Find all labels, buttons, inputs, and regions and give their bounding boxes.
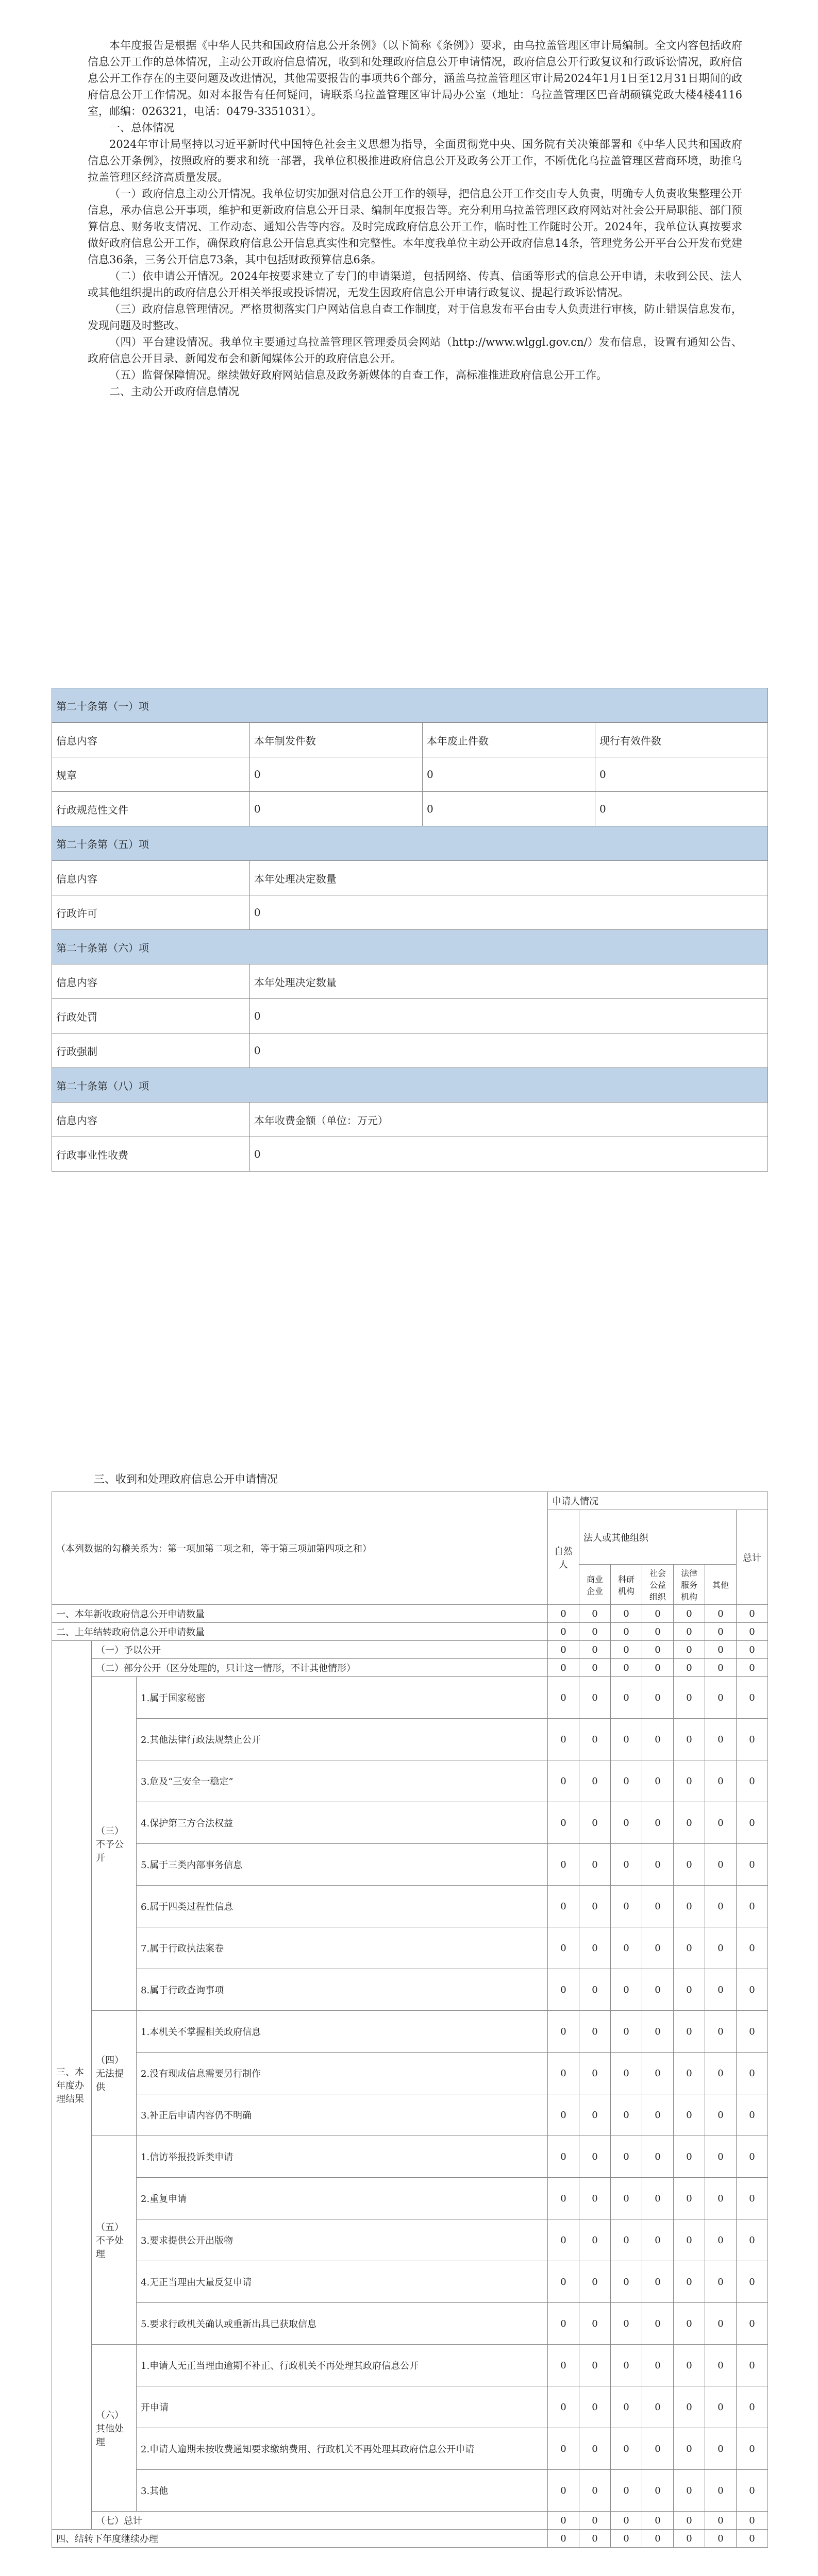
count-cell: 0 xyxy=(674,2428,705,2470)
row-subgroup-label: （三）不予公开 xyxy=(92,1677,137,2011)
count-cell: 0 xyxy=(548,2428,579,2470)
count-cell: 0 xyxy=(737,1927,768,1969)
column-header: 信息内容 xyxy=(52,964,250,999)
count-cell: 0 xyxy=(705,2053,737,2094)
count-cell: 0 xyxy=(548,2512,579,2530)
count-cell: 0 xyxy=(737,2512,768,2530)
applications-table xyxy=(52,1492,768,2548)
count-cell: 0 xyxy=(705,1802,737,1844)
count-cell: 0 xyxy=(705,2261,737,2303)
count-cell: 0 xyxy=(674,1719,705,1760)
row-subgroup-label: （四）无法提供 xyxy=(92,2011,137,2136)
count-cell: 0 xyxy=(737,2386,768,2428)
count-cell: 0 xyxy=(642,2011,674,2053)
count-cell: 0 xyxy=(642,2261,674,2303)
count-cell: 0 xyxy=(611,2094,642,2136)
count-cell: 0 xyxy=(642,2470,674,2512)
count-cell: 0 xyxy=(674,1641,705,1659)
column-header: 本年处理决定数量 xyxy=(249,964,767,999)
count-cell: 0 xyxy=(674,2303,705,2345)
count-cell: 0 xyxy=(674,1802,705,1844)
count-cell: 0 xyxy=(705,2512,737,2530)
count-cell: 0 xyxy=(579,2011,611,2053)
count-cell: 0 xyxy=(548,2303,579,2345)
table-section-header: 第二十条第（一）项 xyxy=(52,688,768,723)
count-cell: 0 xyxy=(705,2303,737,2345)
count-cell: 0 xyxy=(548,2053,579,2094)
table-cell: 行政强制 xyxy=(52,1033,250,1068)
count-cell: 0 xyxy=(548,2178,579,2219)
count-cell: 0 xyxy=(642,2512,674,2530)
table-cell: 0 xyxy=(595,792,767,826)
column-header: 科研机构 xyxy=(611,1565,642,1605)
count-cell: 0 xyxy=(642,1719,674,1760)
count-cell: 0 xyxy=(579,1659,611,1677)
count-cell: 0 xyxy=(548,2386,579,2428)
row-group-label: 三、本年度办理结果 xyxy=(52,1641,92,2530)
count-cell: 0 xyxy=(548,2261,579,2303)
row-label: 2.申请人逾期未按收费通知要求缴纳费用、行政机关不再处理其政府信息公开申请 xyxy=(137,2428,548,2470)
count-cell: 0 xyxy=(642,2345,674,2386)
count-cell: 0 xyxy=(705,1844,737,1886)
column-header: 商业企业 xyxy=(579,1565,611,1605)
column-header: 现行有效件数 xyxy=(595,723,767,757)
count-cell: 0 xyxy=(642,2219,674,2261)
count-cell: 0 xyxy=(674,2094,705,2136)
row-subgroup-label: （六）其他处理 xyxy=(92,2345,137,2512)
column-header: 本年制发件数 xyxy=(249,723,422,757)
count-cell: 0 xyxy=(737,2428,768,2470)
column-header: 本年收费金额（单位：万元） xyxy=(249,1103,767,1137)
table-section-header: 第二十条第（八）项 xyxy=(52,1068,768,1103)
count-cell: 0 xyxy=(548,1844,579,1886)
count-cell: 0 xyxy=(705,2094,737,2136)
row-label: 3.其他 xyxy=(137,2470,548,2512)
row-label: 1.申请人无正当理由逾期不补正、行政机关不再处理其政府信息公开 xyxy=(137,2345,548,2386)
count-cell: 0 xyxy=(611,1969,642,2011)
table-cell: 0 xyxy=(249,1033,767,1068)
count-cell: 0 xyxy=(548,1623,579,1641)
count-cell: 0 xyxy=(674,1677,705,1719)
count-cell: 0 xyxy=(705,1886,737,1927)
active-disclosure-table xyxy=(52,688,768,1172)
count-cell: 0 xyxy=(579,2136,611,2178)
count-cell: 0 xyxy=(579,1844,611,1886)
count-cell: 0 xyxy=(737,2470,768,2512)
count-cell: 0 xyxy=(579,1677,611,1719)
count-cell: 0 xyxy=(611,1659,642,1677)
count-cell: 0 xyxy=(737,1886,768,1927)
table-cell: 0 xyxy=(422,792,595,826)
count-cell: 0 xyxy=(705,1677,737,1719)
count-cell: 0 xyxy=(705,2530,737,2548)
count-cell: 0 xyxy=(611,1760,642,1802)
count-cell: 0 xyxy=(611,2345,642,2386)
count-cell: 0 xyxy=(611,1641,642,1659)
row-label: 1.本机关不掌握相关政府信息 xyxy=(137,2011,548,2053)
count-cell: 0 xyxy=(674,2053,705,2094)
count-cell: 0 xyxy=(737,1719,768,1760)
count-cell: 0 xyxy=(705,1605,737,1623)
row-label: 3.要求提供公开出版物 xyxy=(137,2219,548,2261)
count-cell: 0 xyxy=(642,1969,674,2011)
count-cell: 0 xyxy=(674,1886,705,1927)
count-cell: 0 xyxy=(705,1659,737,1677)
count-cell: 0 xyxy=(737,2261,768,2303)
column-header: 信息内容 xyxy=(52,723,250,757)
row-label: （二）部分公开（区分处理的，只计这一情形，不计其他情形） xyxy=(92,1659,548,1677)
count-cell: 0 xyxy=(705,1641,737,1659)
natural-person-header: 自然人 xyxy=(548,1510,579,1605)
count-cell: 0 xyxy=(611,2219,642,2261)
count-cell: 0 xyxy=(548,2011,579,2053)
count-cell: 0 xyxy=(611,2178,642,2219)
table-cell: 行政规范性文件 xyxy=(52,792,250,826)
count-cell: 0 xyxy=(579,2219,611,2261)
count-cell: 0 xyxy=(642,2386,674,2428)
count-cell: 0 xyxy=(642,2178,674,2219)
count-cell: 0 xyxy=(737,2219,768,2261)
column-header: 本年处理决定数量 xyxy=(249,861,767,895)
row-subgroup-label: （五）不予处理 xyxy=(92,2136,137,2345)
count-cell: 0 xyxy=(642,1927,674,1969)
count-cell: 0 xyxy=(611,2470,642,2512)
count-cell: 0 xyxy=(548,1802,579,1844)
row-label: 4.保护第三方合法权益 xyxy=(137,1802,548,1844)
table-cell: 行政处罚 xyxy=(52,999,250,1033)
count-cell: 0 xyxy=(548,1659,579,1677)
count-cell: 0 xyxy=(548,2470,579,2512)
count-cell: 0 xyxy=(737,1969,768,2011)
row-label: 8.属于行政查询事项 xyxy=(137,1969,548,2011)
count-cell: 0 xyxy=(642,2053,674,2094)
count-cell: 0 xyxy=(674,2261,705,2303)
count-cell: 0 xyxy=(579,1719,611,1760)
count-cell: 0 xyxy=(579,1969,611,2011)
overview-item-5: （五）监督保障情况。继续做好政府网站信息及政务新媒体的自查工作，高标准推进政府信息公开工作。 xyxy=(109,369,607,381)
row-label: 2.其他法律行政法规禁止公开 xyxy=(137,1719,548,1760)
count-cell: 0 xyxy=(674,2219,705,2261)
count-cell: 0 xyxy=(611,2512,642,2530)
count-cell: 0 xyxy=(705,2386,737,2428)
table-section-header: 第二十条第（六）项 xyxy=(52,930,768,964)
count-cell: 0 xyxy=(579,1623,611,1641)
table-section-header: 第二十条第（五）项 xyxy=(52,826,768,861)
count-cell: 0 xyxy=(579,2345,611,2386)
table-cell: 0 xyxy=(595,757,767,792)
count-cell: 0 xyxy=(674,2386,705,2428)
count-cell: 0 xyxy=(674,1927,705,1969)
count-cell: 0 xyxy=(674,2512,705,2530)
applications-table-body xyxy=(52,1605,768,2548)
count-cell: 0 xyxy=(548,1719,579,1760)
table-cell: 0 xyxy=(249,895,767,930)
count-cell: 0 xyxy=(611,1605,642,1623)
count-cell: 0 xyxy=(579,2428,611,2470)
count-cell: 0 xyxy=(611,1623,642,1641)
count-cell: 0 xyxy=(548,1927,579,1969)
row-label: 1.信访举报投诉类申请 xyxy=(137,2136,548,2178)
count-cell: 0 xyxy=(611,2303,642,2345)
table-cell: 行政事业性收费 xyxy=(52,1137,250,1172)
count-cell: 0 xyxy=(579,2053,611,2094)
count-cell: 0 xyxy=(737,1641,768,1659)
count-cell: 0 xyxy=(579,2303,611,2345)
column-header: 法律服务机构 xyxy=(674,1565,705,1605)
row-label: （一）予以公开 xyxy=(92,1641,548,1659)
count-cell: 0 xyxy=(642,2428,674,2470)
row-label: 2.没有现成信息需要另行制作 xyxy=(137,2053,548,2094)
count-cell: 0 xyxy=(642,2094,674,2136)
overview-item-3: （三）政府信息管理情况。严格贯彻落实门户网站信息自查工作制度，对于信息发布平台由专人负责进行审核，防止错误信息发布，发现问题及时整改。 xyxy=(88,303,742,332)
count-cell: 0 xyxy=(548,2136,579,2178)
count-cell: 0 xyxy=(579,1605,611,1623)
count-cell: 0 xyxy=(548,1760,579,1802)
count-cell: 0 xyxy=(705,1927,737,1969)
count-cell: 0 xyxy=(642,1677,674,1719)
count-cell: 0 xyxy=(737,2303,768,2345)
count-cell: 0 xyxy=(548,2219,579,2261)
count-cell: 0 xyxy=(737,2178,768,2219)
count-cell: 0 xyxy=(579,2178,611,2219)
count-cell: 0 xyxy=(642,2303,674,2345)
count-cell: 0 xyxy=(611,2136,642,2178)
table-corner-note: （本列数据的勾稽关系为：第一项加第二项之和，等于第三项加第四项之和） xyxy=(52,1492,548,1605)
count-cell: 0 xyxy=(737,2011,768,2053)
count-cell: 0 xyxy=(642,1605,674,1623)
column-header: 本年废止件数 xyxy=(422,723,595,757)
row-label: 四、结转下年度继续办理 xyxy=(52,2530,548,2548)
count-cell: 0 xyxy=(548,1605,579,1623)
count-cell: 0 xyxy=(674,2011,705,2053)
count-cell: 0 xyxy=(737,1677,768,1719)
count-cell: 0 xyxy=(579,1760,611,1802)
count-cell: 0 xyxy=(642,1886,674,1927)
count-cell: 0 xyxy=(737,1623,768,1641)
count-cell: 0 xyxy=(579,2261,611,2303)
count-cell: 0 xyxy=(705,2345,737,2386)
count-cell: 0 xyxy=(705,1623,737,1641)
table-cell: 0 xyxy=(422,757,595,792)
table-cell: 行政许可 xyxy=(52,895,250,930)
row-label: 开申请 xyxy=(137,2386,548,2428)
count-cell: 0 xyxy=(737,2094,768,2136)
count-cell: 0 xyxy=(611,2386,642,2428)
count-cell: 0 xyxy=(737,1760,768,1802)
table-cell: 0 xyxy=(249,757,422,792)
count-cell: 0 xyxy=(642,1802,674,1844)
row-label: 6.属于四类过程性信息 xyxy=(137,1886,548,1927)
applicant-header: 申请人情况 xyxy=(548,1492,768,1510)
count-cell: 0 xyxy=(674,2345,705,2386)
section-heading-active-disclosure: 二、主动公开政府信息情况 xyxy=(109,385,239,398)
count-cell: 0 xyxy=(705,2470,737,2512)
row-label: 3.补正后申请内容仍不明确 xyxy=(137,2094,548,2136)
count-cell: 0 xyxy=(611,1719,642,1760)
row-label: 5.要求行政机关确认或重新出具已获取信息 xyxy=(137,2303,548,2345)
count-cell: 0 xyxy=(579,1927,611,1969)
count-cell: 0 xyxy=(579,2094,611,2136)
count-cell: 0 xyxy=(579,2512,611,2530)
count-cell: 0 xyxy=(642,1641,674,1659)
count-cell: 0 xyxy=(611,2428,642,2470)
count-cell: 0 xyxy=(705,2136,737,2178)
count-cell: 0 xyxy=(548,1677,579,1719)
total-header: 总计 xyxy=(737,1510,768,1605)
count-cell: 0 xyxy=(674,1844,705,1886)
count-cell: 0 xyxy=(737,2530,768,2548)
count-cell: 0 xyxy=(737,1844,768,1886)
count-cell: 0 xyxy=(705,1969,737,2011)
count-cell: 0 xyxy=(611,2053,642,2094)
count-cell: 0 xyxy=(642,1760,674,1802)
count-cell: 0 xyxy=(611,1802,642,1844)
count-cell: 0 xyxy=(642,1659,674,1677)
row-label: 4.无正当理由大量反复申请 xyxy=(137,2261,548,2303)
count-cell: 0 xyxy=(611,2011,642,2053)
count-cell: 0 xyxy=(642,1623,674,1641)
row-label: 2.重复申请 xyxy=(137,2178,548,2219)
count-cell: 0 xyxy=(674,2136,705,2178)
count-cell: 0 xyxy=(611,1886,642,1927)
count-cell: 0 xyxy=(548,1641,579,1659)
count-cell: 0 xyxy=(611,1927,642,1969)
count-cell: 0 xyxy=(579,1802,611,1844)
count-cell: 0 xyxy=(674,1760,705,1802)
table-cell: 0 xyxy=(249,792,422,826)
table-cell: 0 xyxy=(249,999,767,1033)
count-cell: 0 xyxy=(674,2530,705,2548)
row-label: 5.属于三类内部事务信息 xyxy=(137,1844,548,1886)
count-cell: 0 xyxy=(705,1760,737,1802)
row-label: 1.属于国家秘密 xyxy=(137,1677,548,1719)
count-cell: 0 xyxy=(579,2386,611,2428)
intro-section xyxy=(88,37,742,400)
column-header: 信息内容 xyxy=(52,861,250,895)
count-cell: 0 xyxy=(674,1623,705,1641)
count-cell: 0 xyxy=(579,1641,611,1659)
count-cell: 0 xyxy=(642,1844,674,1886)
row-label: 一、本年新收政府信息公开申请数量 xyxy=(52,1605,548,1623)
count-cell: 0 xyxy=(548,2530,579,2548)
count-cell: 0 xyxy=(611,1844,642,1886)
count-cell: 0 xyxy=(548,2094,579,2136)
count-cell: 0 xyxy=(674,2178,705,2219)
count-cell: 0 xyxy=(705,2011,737,2053)
overview-item-1: （一）政府信息主动公开情况。我单位切实加强对信息公开工作的领导，把信息公开工作交由专人负责，明确专人负责收集整理公开信息，承办信息公开事项，维护和更新政府信息公开目录、编制年度报告等。充分利用乌拉盖管理区政府网站对社会公开局职能、部门预算信息、财务收支情况、工作动态、通知公告等内容。及时完成政府信息公开工作，临时性工作随时公开。2024年，我单位认真按要求做好政府信息公开工作，确保政府信息公开信息真实性和完整性。本年度我单位主动公开政府信息14条，管理党务公开平台公开发布党建信息36条，三务公开信息73条，其中包括财政预算信息6条。 xyxy=(88,188,742,266)
overview-item-4: （四）平台建设情况。我单位主要通过乌拉盖管理区管理委员会网站（http://www.wlggl.gov.cn/）发布信息，设置有通知公告、政府信息公开目录、新闻发布会和新闻媒体公开的政府信息公开。 xyxy=(88,336,742,365)
count-cell: 0 xyxy=(674,1659,705,1677)
count-cell: 0 xyxy=(674,1969,705,2011)
count-cell: 0 xyxy=(611,2530,642,2548)
column-header: 信息内容 xyxy=(52,1103,250,1137)
count-cell: 0 xyxy=(705,2219,737,2261)
count-cell: 0 xyxy=(548,1886,579,1927)
count-cell: 0 xyxy=(579,2470,611,2512)
count-cell: 0 xyxy=(705,2428,737,2470)
count-cell: 0 xyxy=(548,2345,579,2386)
count-cell: 0 xyxy=(705,2178,737,2219)
intro-paragraph: 本年度报告是根据《中华人民共和国政府信息公开条例》（以下简称《条例》）要求，由乌拉盖管理区审计局编制。全文内容包括政府信息公开工作的总体情况，主动公开政府信息情况，收到和处理政府信息公开申请情况，政府信息公开行政复议和行政诉讼情况，政府信息公开工作存在的主要问题及改进情况，其他需要报告的事项共6个部分，涵盖乌拉盖管理区审计局2024年1月1日至12月31日期间的政府信息公开工作情况。如对本报告有任何疑问，请联系乌拉盖管理区审计局办公室（地址：乌拉盖管理区巴音胡硕镇党政大楼4楼4116室，邮编：026321，电话：0479-3351031）。 xyxy=(88,39,742,117)
count-cell: 0 xyxy=(737,1605,768,1623)
count-cell: 0 xyxy=(579,2530,611,2548)
row-label: 7.属于行政执法案卷 xyxy=(137,1927,548,1969)
count-cell: 0 xyxy=(579,1886,611,1927)
count-cell: 0 xyxy=(642,2530,674,2548)
table-cell: 规章 xyxy=(52,757,250,792)
count-cell: 0 xyxy=(737,2345,768,2386)
column-header: 其他 xyxy=(705,1565,737,1605)
section-heading-applications: 三、收到和处理政府信息公开申请情况 xyxy=(94,1473,278,1485)
count-cell: 0 xyxy=(705,1719,737,1760)
overview-item-2: （二）依申请公开情况。2024年按要求建立了专门的申请渠道，包括网络、传真、信函等形式的信息公开申请，未收到公民、法人或其他组织提出的政府信息公开相关举报或投诉情况，无发生因政府信息公开申请行政复议、提起行政诉讼情况。 xyxy=(88,270,742,299)
row-label: 3.危及“三安全一稳定” xyxy=(137,1760,548,1802)
count-cell: 0 xyxy=(674,2470,705,2512)
row-label: （七）总计 xyxy=(92,2512,548,2530)
legal-entity-header: 法人或其他组织 xyxy=(579,1510,737,1565)
count-cell: 0 xyxy=(737,1802,768,1844)
count-cell: 0 xyxy=(737,2136,768,2178)
count-cell: 0 xyxy=(642,2136,674,2178)
count-cell: 0 xyxy=(611,1677,642,1719)
section-heading-overview: 一、总体情况 xyxy=(109,122,174,134)
count-cell: 0 xyxy=(737,2053,768,2094)
table-cell: 0 xyxy=(249,1137,767,1172)
column-header: 社会公益组织 xyxy=(642,1565,674,1605)
count-cell: 0 xyxy=(611,2261,642,2303)
count-cell: 0 xyxy=(674,1605,705,1623)
overview-paragraph: 2024年审计局坚持以习近平新时代中国特色社会主义思想为指导，全面贯彻党中央、国务院有关决策部署和《中华人民共和国政府信息公开条例》，按照政府的要求和统一部署，我单位积极推进政府信息公开及政务公开工作，不断优化乌拉盖管理区营商环境，助推乌拉盖管理区经济高质量发展。 xyxy=(88,138,742,183)
count-cell: 0 xyxy=(548,1969,579,2011)
row-label: 二、上年结转政府信息公开申请数量 xyxy=(52,1623,548,1641)
count-cell: 0 xyxy=(737,1659,768,1677)
